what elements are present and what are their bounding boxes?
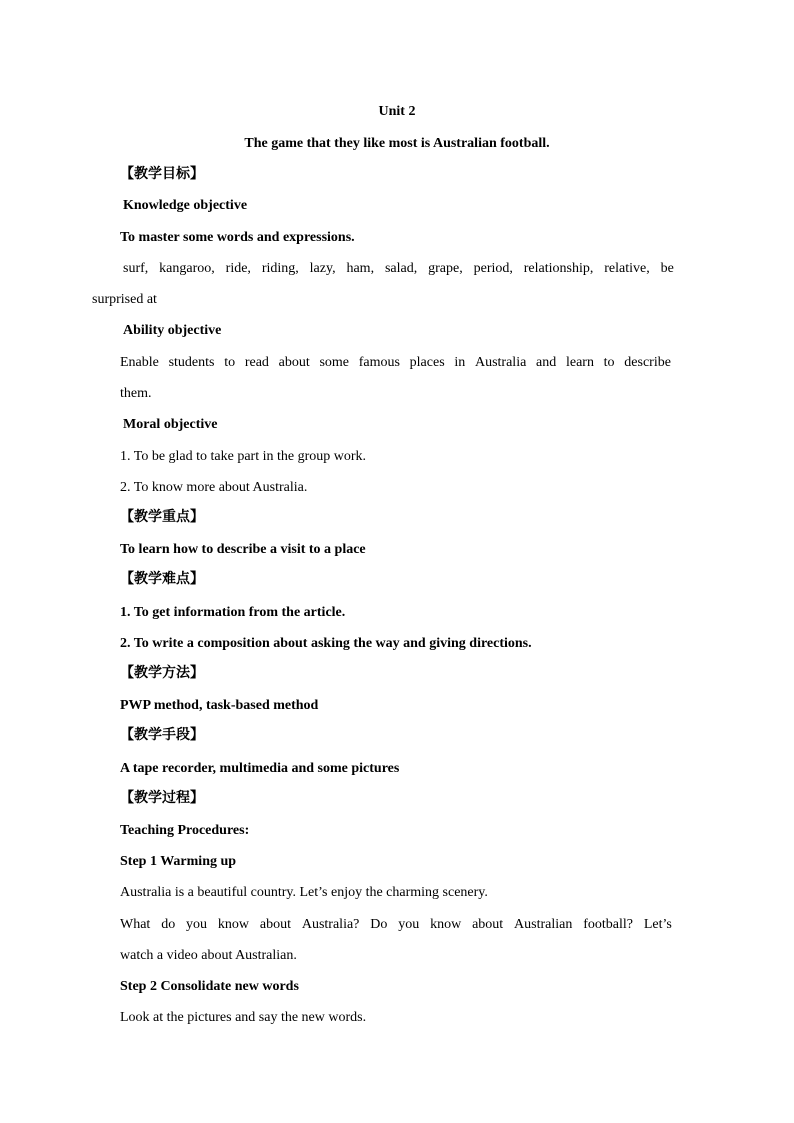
- ability-word: read: [244, 355, 269, 370]
- step-1-text-3: watch a video about Australian.: [120, 948, 297, 963]
- lesson-title: The game that they like most is Australian football.: [244, 136, 550, 151]
- vocab-word: ride,: [225, 261, 251, 276]
- vocab-word: surf,: [123, 261, 149, 276]
- step-1-word: you: [398, 917, 420, 932]
- vocab-word: period,: [473, 261, 513, 276]
- ability-word: students: [168, 355, 215, 370]
- key-point-text: To learn how to describe a visit to a place: [120, 542, 366, 557]
- step-1-word: about: [259, 917, 291, 932]
- step-1-word: What: [120, 917, 151, 932]
- vocabulary-line: [123, 260, 674, 278]
- ability-word: and: [536, 355, 557, 370]
- difficulty-item-2: 2. To write a composition about asking the way and giving directions.: [120, 636, 532, 651]
- section-heading-process: 【教学过程】: [120, 791, 204, 806]
- ability-word: Australia: [474, 355, 527, 370]
- vocab-word: relationship,: [523, 261, 594, 276]
- ability-word: to: [603, 355, 615, 370]
- step-2-heading: Step 2 Consolidate new words: [120, 979, 299, 994]
- ability-objective-continuation: them.: [120, 386, 152, 401]
- step-1-word: you: [186, 917, 208, 932]
- section-heading-means: 【教学手段】: [120, 728, 204, 743]
- section-heading-methods: 【教学方法】: [120, 666, 204, 681]
- step-1-word: do: [161, 917, 176, 932]
- vocab-word: salad,: [384, 261, 418, 276]
- section-heading-difficulties: 【教学难点】: [120, 572, 204, 587]
- step-1-word: football?: [583, 917, 633, 932]
- means-text: A tape recorder, multimedia and some pictures: [120, 761, 400, 776]
- methods-text: PWP method, task-based method: [120, 698, 319, 713]
- moral-objective-item-2: 2. To know more about Australia.: [120, 480, 308, 495]
- ability-word: learn: [565, 355, 594, 370]
- section-heading-objectives: 【教学目标】: [120, 167, 204, 182]
- ability-word: describe: [624, 355, 671, 370]
- vocab-word: riding,: [261, 261, 299, 276]
- vocab-word: lazy,: [309, 261, 336, 276]
- step-1-word: Do: [370, 917, 388, 932]
- step-1-word: Australia?: [301, 917, 360, 932]
- moral-objective-item-1: 1. To be glad to take part in the group work.: [120, 449, 367, 464]
- ability-word: to: [224, 355, 236, 370]
- vocab-word: be: [660, 261, 674, 276]
- vocab-word: ham,: [346, 261, 375, 276]
- step-2-text-1: Look at the pictures and say the new words.: [120, 1010, 367, 1025]
- step-1-heading: Step 1 Warming up: [120, 854, 237, 869]
- step-1-text-2: [120, 916, 672, 934]
- step-1-text-1: Australia is a beautiful country. Let’s enjoy the charming scenery.: [120, 885, 488, 900]
- step-1-word: Australian: [514, 917, 573, 932]
- ability-word: some: [319, 355, 350, 370]
- moral-objective-heading: Moral objective: [123, 417, 218, 432]
- ability-word: in: [454, 355, 466, 370]
- ability-objective-heading: Ability objective: [123, 323, 222, 338]
- difficulty-item-1: 1. To get information from the article.: [120, 605, 346, 620]
- step-1-word: about: [472, 917, 504, 932]
- vocab-word: relative,: [604, 261, 650, 276]
- ability-word: Enable: [120, 355, 159, 370]
- step-1-word: know: [217, 917, 250, 932]
- knowledge-objective-heading: Knowledge objective: [123, 198, 248, 213]
- teaching-procedures-heading: Teaching Procedures:: [120, 823, 250, 838]
- knowledge-objective-text: To master some words and expressions.: [120, 230, 355, 245]
- unit-heading: Unit 2: [378, 104, 416, 119]
- vocab-word: grape,: [428, 261, 463, 276]
- ability-objective-line: [120, 354, 671, 372]
- ability-word: about: [278, 355, 310, 370]
- step-1-word: know: [430, 917, 462, 932]
- vocabulary-continuation: surprised at: [92, 292, 157, 307]
- section-heading-key-points: 【教学重点】: [120, 510, 204, 525]
- step-1-word: Let’s: [643, 917, 672, 932]
- vocab-word: kangaroo,: [159, 261, 215, 276]
- ability-word: places: [409, 355, 445, 370]
- ability-word: famous: [358, 355, 400, 370]
